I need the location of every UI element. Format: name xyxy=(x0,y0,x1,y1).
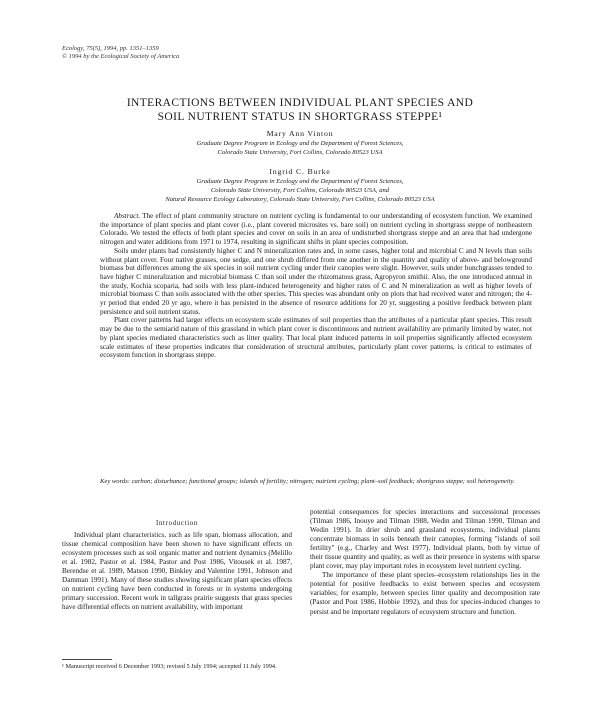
keywords: Key words: carbon; disturbance; functional groups; islands of fertility; nitrogen; nutrient cycling; plant–soil feedback; shortgrass steppe; soil heterogeneity. xyxy=(100,478,515,485)
body-paragraph: Individual plant characteristics, such as life span, biomass allocation, and tissue chemical composition have been shown to have significant effects on ecosystem processes such as soil organic matter and nutrient dynamics (Melillo et al. 1982, Pastor et al. 1984, Pastor and Post 1986, Vitousek et al. 1987, Berendse et al. 1989, Matson 1990, Binkley and Valentine 1991, Johnson and Damman 1991). Many of these studies showing significant plant species effects on nutrient cycling have been conducted in forests or in systems undergoing primary succession. Recent work in tallgrass prairie suggests that grass species have differential effects on nutrient availability, with important xyxy=(62,531,292,612)
body-paragraph: The importance of these plant species–ecosystem relationships lies in the potential for positive feedbacks to exist between species and ecosystem variables; for example, between species litter quality and decomposition rate (Pastor and Post 1986, Hobbie 1992), and thus for species-induced changes to persist and be important regulators of ecosystem structure and function. xyxy=(310,571,540,616)
footnote: ¹ Manuscript received 6 December 1993; revised 5 July 1994; accepted 11 July 1994. xyxy=(62,663,277,670)
affiliation-line: Graduate Degree Program in Ecology and the Department of Forest Sciences, xyxy=(196,178,404,185)
author-name-2: Ingrid C. Burke xyxy=(269,167,331,176)
abstract-label: Abstract. xyxy=(114,212,141,220)
abstract-paragraph: Plant cover patterns had larger effects on ecosystem scale estimates of soil properties than the attributes of a particular plant species. This result may be due to the semiarid nature of this grassland in which plant cover is discontinuous and nutrient availability are primarily limited by water, not by plant species mediated characteristics such as litter quality. That local plant induced patterns in soil properties significantly affected ecosystem scale estimates of these properties indicates that consideration of structural attributes, particularly plant cover patterns, is critical to estimates of ecosystem function in shortgrass steppe. xyxy=(100,316,532,360)
affiliation-line: Colorado State University, Fort Collins, Colorado 80523 USA, and xyxy=(210,187,390,194)
affiliation-line: Graduate Degree Program in Ecology and the Department of Forest Sciences, xyxy=(196,140,404,147)
abstract-paragraph xyxy=(100,212,532,247)
author-affiliation-2 xyxy=(60,177,540,204)
abstract-text: The effect of plant community structure on nutrient cycling is fundamental to our understanding of ecosystem function. We examined the importance of plant species and plant cover (i.e., plant covered microsites vs. bare soil) on nutrient cycling in shortgrass steppe of northeastern Colorado. We tested the effects of both plant species and cover on soils in an area of undisturbed shortgrass steppe and an area that had undergone nitrogen and water additions from 1971 to 1974, resulting in significant shifts in plant species composition. xyxy=(100,212,532,247)
author-name-1: Mary Ann Vinton xyxy=(266,129,334,138)
author-affiliation-1 xyxy=(60,139,540,157)
affiliation-line: Natural Resource Ecology Laboratory, Colorado State University, Fort Collins, Colorado 80523 USA xyxy=(165,196,435,203)
body-paragraph: potential consequences for species interactions and successional processes (Tilman 1986, Inouye and Tilman 1988, Wedin and Tilman 1990, Tilman and Wedin 1991). In drier shrub and grassland ecosystems, individual plants concentrate biomass in soils beneath their canopies, forming "islands of soil fertility" (e.g., Charley and West 1977). Individual plants, both by virtue of their tissue quantity and quality, as well as their presence in systems with sparse plant cover, may play important roles in ecosystem level nutrient cycling. xyxy=(310,508,540,571)
affiliation-line: Colorado State University, Fort Collins, Colorado 80523 USA xyxy=(217,149,383,156)
right-column xyxy=(310,508,540,617)
section-heading: Introduction xyxy=(156,520,198,527)
left-column xyxy=(62,531,292,612)
abstract xyxy=(100,212,532,360)
abstract-paragraph: Soils under plants had consistently higher C and N mineralization rates and, in some cases, higher total and microbial C and N levels than soils without plant cover. Four native grasses, one sedge, and one shrub differed from one another in the quantity and quality of above- and belowground biomass but differences among the six species in soil nutrient cycling under their canopies were slight. However, soils under bunchgrasses tended to have higher C mineralization and microbial biomass C than soil under the rhizomatous grass, Agropyron smithii. Also, the one introduced annual in the study, Kochia scoparia, had soils with less plant-induced heterogeneity and higher rates of C and N mineralization as well as higher levels of microbial biomass C than soils associated with the other species. This species was abundant only on plots that had received water and nitrogen; the 4-yr period that ended 20 yr ago, where it has persisted in the absence of resource additions for 20 yr, suggesting a positive feedback between plant persistence and soil nutrient status. xyxy=(100,246,532,316)
citation-line: Ecology, 75(5), 1994, pp. 1351–1359 xyxy=(62,45,159,52)
copyright-line: © 1994 by the Ecological Society of America xyxy=(62,53,180,60)
article-title-line-2: SOIL NUTRIENT STATUS IN SHORTGRASS STEPPE¹ xyxy=(157,111,443,123)
article-title-line-1: INTERACTIONS BETWEEN INDIVIDUAL PLANT SPECIES AND xyxy=(126,97,474,109)
journal-citation xyxy=(62,45,179,61)
footnote-rule xyxy=(62,659,112,660)
